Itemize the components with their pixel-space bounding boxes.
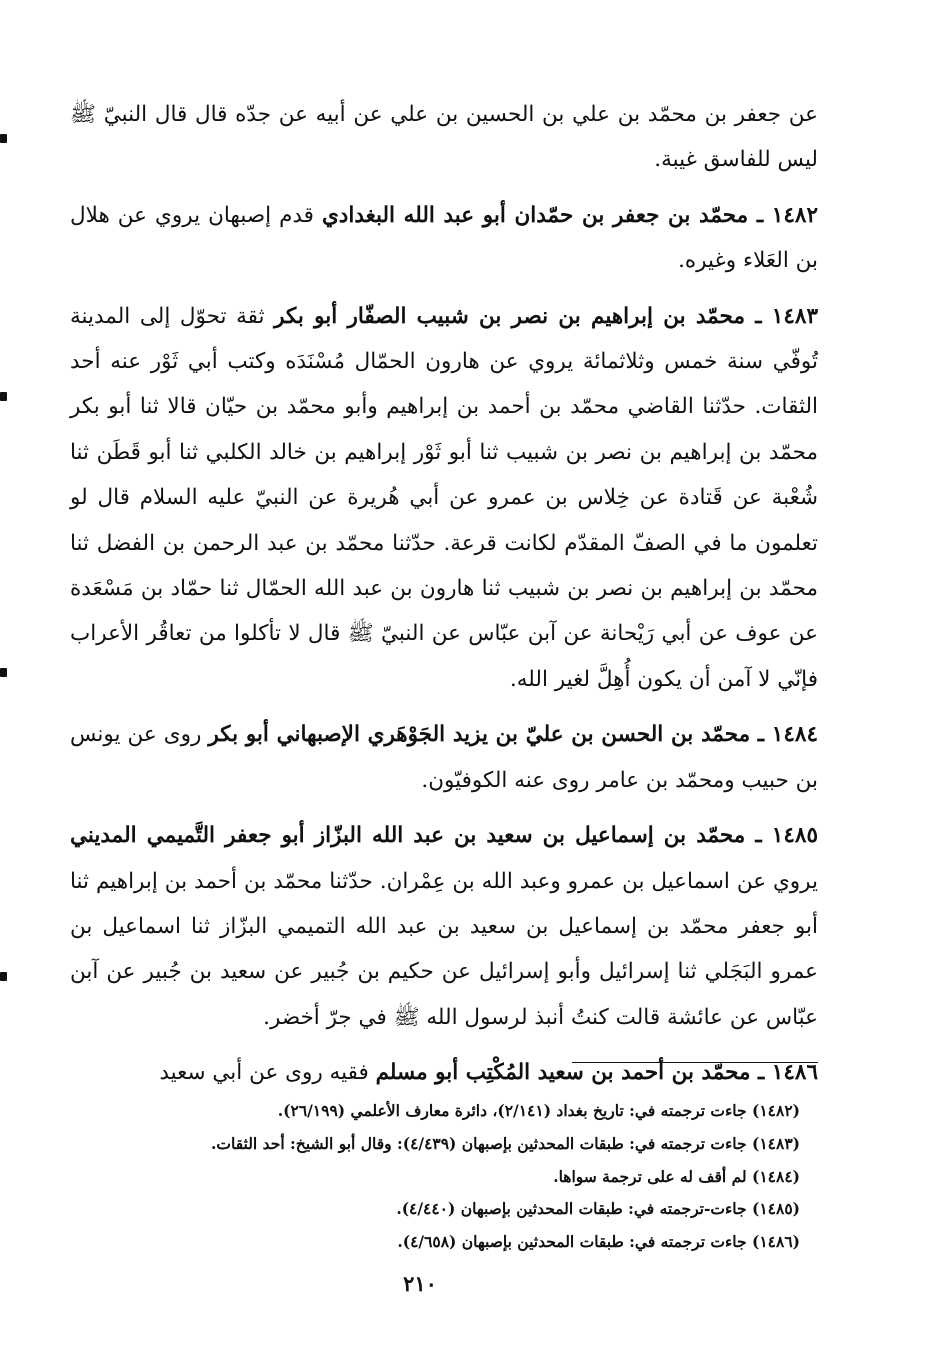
footnote: (١٤٨٥) جاءت-ترجمته في: طبقات المحدثين بإصبهان (٤/٤٤٠). (396, 1199, 800, 1219)
entry-heading: ١٤٨٦ ـ محمّد بن أحمد بن سعيد المُكْتِب أبو مسلم (375, 1060, 818, 1086)
footnote: (١٤٨٣) جاءت ترجمته في: طبقات المحدثين بإصبهان (٤/٤٣٩): وقال أبو الشيخ: أحد الثقات. (210, 1133, 800, 1153)
footnote: (١٤٨٢) جاءت ترجمته في: تاريخ بغداد (٢/١٤١)، دائرة معارف الأعلمي (٢٦/١٩٩). (277, 1101, 800, 1120)
entry-text: يروي عن اسماعيل بن عمرو وعبد الله بن عِمْران. حدّثنا محمّد بن أحمد بن إبراهيم ثنا أبو جعفر محمّد بن إسماعيل بن سعيد بن عبد الله التميمي البزّاز ثنا اسماعيل بن عمرو البَجَلي ثنا إسرائيل وأبو إسرائيل عن حكيم بن جُبير عن سعيد بن جُبير عن آبن عبّاس عن عائشة قالت كنتُ أنبذ لرسول الله ﷺ في جرّ أخضر. (70, 868, 818, 1030)
entry-heading: ١٤٨٤ ـ محمّد بن الحسن بن عليّ بن يزيد الجَوْهَري الإصبهاني أبو بكر (208, 722, 818, 748)
margin-mark (0, 134, 7, 143)
entry-heading: ١٤٨٥ ـ محمّد بن إسماعيل بن سعيد بن عبد الله البزّاز أبو جعفر التَّميمي المديني (70, 823, 818, 849)
continuation-paragraph: عن جعفر بن محمّد بن علي بن الحسين بن علي عن أبيه عن جدّه قال قال النبيّ ﷺ ليس للفاسق غيبة. (70, 102, 818, 173)
biography-entry (70, 193, 818, 284)
biography-entry (70, 294, 818, 703)
page-number: ٢١٠ (403, 1271, 437, 1296)
biography-entry (70, 1050, 818, 1095)
entry-heading: ١٤٨٢ ـ محمّد بن جعفر بن حمّدان أبو عبد الله البغدادي (321, 202, 818, 228)
margin-mark (0, 972, 7, 981)
entry-text: فقيه روى عن أبي سعيد (159, 1060, 376, 1086)
main-text (70, 92, 818, 1096)
margin-mark (0, 392, 7, 401)
entry-heading: ١٤٨٣ ـ محمّد بن إبراهيم بن نصر بن شبيب الصفّار أبو بكر (274, 303, 818, 329)
margin-mark (0, 668, 7, 677)
footnote: (١٤٨٤) لم أقف له على ترجمة سواها. (553, 1166, 800, 1186)
footnote: (١٤٨٦) جاءت ترجمته في: طبقات المحدثين بإصبهان (٤/٦٥٨). (397, 1232, 800, 1252)
entry-text: روى عن يونس بن حبيب ومحمّد بن عامر روى عنه الكوفيّون. (70, 722, 818, 793)
biography-entry (70, 813, 818, 1040)
entry-text: قدم إصبهان يروي عن هلال بن العَلاء وغيره. (70, 202, 818, 274)
footnote-separator (572, 1062, 818, 1063)
biography-entry (70, 712, 818, 803)
entry-text: ثقة تحوّل إلى المدينة تُوفّي سنة خمس وثلاثمائة يروي عن هارون الحمّال مُسْنَدَه وكتب أبي ثَوْر عنه أحد الثقات. حدّثنا القاضي محمّد بن أحمد بن إبراهيم وأبو محمّد بن حيّان قالا ثنا أبو بكر محمّد بن إبراهيم بن نصر بن شبيب ثنا أبو ثَوْر إبراهيم بن خالد الكلبي ثنا أبو قَطَن ثنا شُعْبة عن قَتادة عن خِلاس بن عمرو عن أبي هُريرة عن النبيّ عليه السلام قال لو تعلمون ما في الصفّ المقدّم لكانت قرعة. حدّثنا محمّد بن عبد الرحمن بن الفضل ثنا محمّد بن إبراهيم بن نصر بن شبيب ثنا هارون بن عبد الله الحمّال ثنا حمّاد بن مَسْعَدة عن عوف عن أبي رَيْحانة عن آبن عبّاس عن النبيّ ﷺ قال لا تأكلوا من تعاقُر الأعراب فإنّي لا آمن أن يكون أُهِلَّ لغير الله. (70, 303, 818, 692)
footnotes (60, 1095, 800, 1259)
